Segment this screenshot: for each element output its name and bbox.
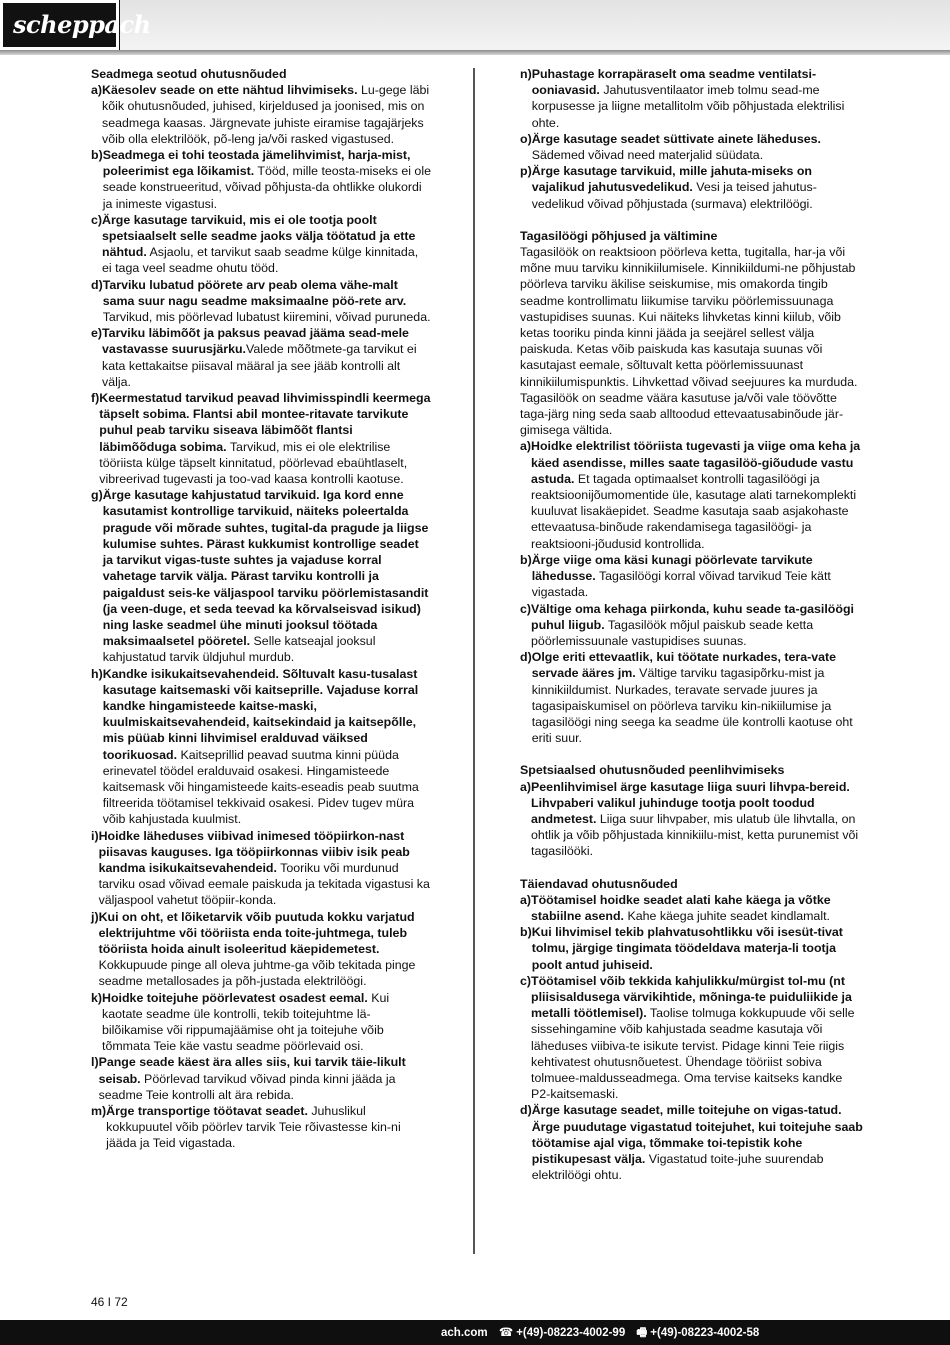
item-text xyxy=(531,601,865,650)
item-label: c) xyxy=(520,973,532,988)
item-label: a) xyxy=(520,892,532,907)
list-item xyxy=(520,66,865,131)
list-item xyxy=(91,147,431,212)
item-text xyxy=(102,212,431,277)
list-item xyxy=(520,649,865,746)
item-label: b) xyxy=(520,552,532,567)
kickback-item-list xyxy=(520,438,865,746)
item-plain-text: Jahutusventilaator imeb tolmu sead-me korpusesse ja liigne metallitolm võib põhjustada elektrilisi ohte. xyxy=(531,83,845,130)
item-text xyxy=(532,552,865,601)
item-bold-text: Tarviku lubatud pöörete arv peab olema vähe-malt sama suur nagu seadme maksimaalne pöö-rete arv. xyxy=(102,277,407,308)
item-plain-text: Vältige tarviku tagasipõrku-mist ja kinnikiildumist. Nurkades, teravate servade juures ja tagasipaiskumisel on pöörleva tarviku kin-nikiilumise ja tagasilöögi ning seega ka seadme üle kontrolli kaotuse oht eriti suur. xyxy=(531,666,853,746)
item-bold-text: Käesolev seade on ette nähtud lihvimiseks. xyxy=(102,83,358,98)
item-label: h) xyxy=(91,666,103,681)
item-text xyxy=(103,487,431,665)
item-plain-text: Et tagada optimaalset kontrolli tagasilöögi ja reaktsioonijõumomentide üle, kasutage alati tarnekomplekti kuuluvat lisakäepidet. Seadme kasutaja saab asjakohaste ettevaatusa-binõude rakendamisega tagasilöögi- ja reaktsiooni-jõudusid kontrollida. xyxy=(531,471,857,551)
item-plain-text: Kui kaotate seadme üle kontrolli, tekib toitejuhtme lä-bilõikamise või rippumajäämise oht ja toitejuhe võib tõmmata Teie käe vastu seadme pöörlevaid osi. xyxy=(102,990,390,1054)
item-plain-text: Vesi ja teised jahutus-vedelikud võivad põhjustada (surmava) elektrilöögi. xyxy=(531,180,817,211)
list-item xyxy=(91,82,431,147)
item-label: b) xyxy=(520,925,532,940)
header-rule xyxy=(0,50,950,55)
left-item-list xyxy=(91,82,431,1151)
item-label: b) xyxy=(91,148,103,163)
item-text xyxy=(532,649,865,746)
item-label: p) xyxy=(520,164,532,179)
fine-sanding-heading: Spetsiaalsed ohutusnõuded peenlihvimiseks xyxy=(520,763,785,778)
item-label: i) xyxy=(91,828,99,843)
page-number: 46 I 72 xyxy=(91,1295,128,1309)
list-item xyxy=(91,909,431,990)
item-bold-text: Ärge kasutage tarvikuid, mille jahuta-miseks on vajalikud jahutusvedelikud. xyxy=(531,164,812,195)
item-plain-text: Kaitseprillid peavad suutma kinni püüda erinevatel töödel eralduvaid osakesi. Hingamisteede kaitsemask või hingamisteede kaits-eseadis peab suutma filtreerida töötamisel tekkivaid osakesi. Pidev tugev müra võib kahjustada kuulmist. xyxy=(102,747,419,827)
item-text xyxy=(102,82,431,147)
list-item xyxy=(520,973,865,1103)
phone-icon: ☎ xyxy=(498,1327,514,1339)
list-item xyxy=(91,990,431,1055)
item-label: l) xyxy=(91,1055,99,1070)
item-text xyxy=(531,779,865,860)
item-bold-text: Puhastage korrapäraselt oma seadme ventilatsi-ooniavasid. xyxy=(531,67,817,98)
item-plain-text: Kahe käega juhite seadet kindlamalt. xyxy=(624,908,830,923)
list-item xyxy=(91,1054,431,1103)
list-item xyxy=(91,828,431,909)
list-item xyxy=(91,487,431,665)
page-header xyxy=(0,0,950,55)
item-plain-text: Selle katseajal jooksul kahjustatud tarvik üldjuhul murdub. xyxy=(102,634,376,665)
list-item xyxy=(520,131,865,163)
item-bold-text: Ärge transportige töötavat seadet. xyxy=(106,1104,308,1118)
list-item xyxy=(520,892,865,924)
item-text xyxy=(99,1054,431,1103)
list-item xyxy=(520,924,865,973)
item-bold-text: Ärge kasutage tarvikuid, mis ei ole tootja poolt spetsiaalselt selle seadme jaoks välja töötatud ja ette nähtud. xyxy=(102,212,416,260)
right-item-list-top xyxy=(520,66,865,212)
item-bold-text: Pange seade käest ära alles siis, kui tarvik täie-likult seisab. xyxy=(98,1055,406,1086)
item-text xyxy=(103,666,431,828)
extra-safety-heading: Täiendavad ohutusnõuded xyxy=(520,876,678,891)
item-plain-text: Tagasilöögi korral võivad tarvikud Teie kätt vigastada. xyxy=(531,569,831,600)
item-bold-text: Seadmega ei tohi teostada jämelihvimist, harja-mist, poleerimist ega lõikamist. xyxy=(102,148,411,179)
list-item xyxy=(91,390,431,487)
item-label: d) xyxy=(91,277,103,292)
item-text xyxy=(103,277,431,326)
item-bold-text: Ärge kasutage seadet, mille toitejuhe on vigas-tatud. Ärge puudutage vigastatud toitejuhet, kui toitejuhe saab töötamise ajal viga, tõmmake toi-tepistik kohe pistikupesast välja. xyxy=(531,1103,863,1166)
item-bold-text: Hoidke toitejuhe pöörlevatest osadest eemal. xyxy=(102,990,368,1005)
item-text xyxy=(531,892,865,924)
item-plain-text: Liiga suur lihvpaber, mis ulatub üle lihvtalla, on ohtlik ja võib põhjustada kinnikiilu-mist, ketta purunemist või tagasilööki. xyxy=(531,811,859,859)
item-text xyxy=(102,990,431,1055)
item-plain-text: Sädemed võivad need materjalid süüdata. xyxy=(531,148,764,163)
item-bold-text: Hoidke läheduses viibivad inimesed tööpiirkon-nast piisavas kauguses. Iga tööpiirkonnas viibiv isik peab kandma isikukaitsevahendeid. xyxy=(98,828,410,875)
footer-contact xyxy=(441,1325,759,1344)
item-bold-text: Töötamisel võib tekkida kahjulikku/mürgist tol-mu (nt pliisisaldusega värvikihtide, mõninga-te puiduliikide ja metalli töötlemisel). xyxy=(531,973,852,1021)
item-plain-text: Tarvikud, mis ei ole elektrilise tööriista külge täpselt kinnitatud, pöörlevad ebaühtlaselt, vibreerivad tugevasti ja too-vad kaasa kontrolli kaotuse. xyxy=(99,439,408,487)
extra-safety-item-list xyxy=(520,892,865,1184)
item-bold-text: Keermestatud tarvikud peavad lihvimisspindli keermega täpselt sobima. Flantsi abil montee-ritavate tarvikute puhul peab tarviku siseava läbimõõt flantsi läbimõõduga sobima. xyxy=(99,391,431,454)
item-text xyxy=(532,163,865,212)
item-text xyxy=(106,1103,431,1152)
list-item xyxy=(520,552,865,601)
right-column xyxy=(520,66,865,1183)
list-item xyxy=(520,1102,865,1183)
item-plain-text: Juhuslikul kokkupuutel võib pöörlev tarvik Teie rõivastesse kin-ni jääda ja Teid vigastada. xyxy=(106,1104,401,1151)
item-label: a) xyxy=(520,779,532,794)
item-text xyxy=(532,924,865,973)
item-text xyxy=(531,438,865,551)
item-label: f) xyxy=(91,391,100,406)
footer-phone: +(49)-08223-4002-99 xyxy=(516,1327,626,1339)
section-heading: Seadmega seotud ohutusnõuded xyxy=(91,67,287,81)
list-item xyxy=(91,212,431,277)
item-label: g) xyxy=(91,488,103,503)
list-item xyxy=(91,1103,431,1152)
item-bold-text: Olge eriti ettevaatlik, kui töötate nurkades, tera-vate servade ääres jm. xyxy=(531,650,837,681)
item-bold-text: Hoidke elektrilist tööriista tugevasti ja viige oma keha ja käed asendisse, milles saate tagasilöö-giõudude vastu astuda. xyxy=(531,439,861,486)
item-label: a) xyxy=(520,439,532,454)
item-plain-text: Tooriku või murdunud tarviku osad võivad eemale paiskuda ja tekitada vigastusi ka väljaspool vahetut tööpiir-konda. xyxy=(98,860,430,908)
list-item xyxy=(520,163,865,212)
item-plain-text: Asjaolu, et tarvikut saab seadme külge kinnitada, ei taga veel seadme ohutu tööd. xyxy=(102,245,419,276)
list-item xyxy=(91,666,431,828)
item-label: d) xyxy=(520,1103,532,1118)
item-text xyxy=(532,131,865,163)
fine-sanding-item-list xyxy=(520,779,865,860)
item-plain-text: Tarvikud, mis pöörlevad lubatust kiiremini, võivad puruneda. xyxy=(102,310,431,325)
item-plain-text: Pöörlevad tarvikud võivad pinda kinni jääda ja seadme Teie kontrolli alt ära rebida. xyxy=(98,1071,396,1102)
item-label: m) xyxy=(91,1104,107,1118)
item-bold-text: Ärge viige oma käsi kunagi pöörlevate tarvikute lähedusse. xyxy=(531,552,813,584)
footer-fax: +(49)-08223-4002-58 xyxy=(650,1327,760,1339)
item-label: o) xyxy=(520,131,532,146)
item-bold-text: Kandke isikukaitsevahendeid. Sõltuvalt kasu-tusalast kasutage kaitsemaski või kaitseprille. Vajaduse korral kandke hingamisteede kaitse-maski, kuulmiskaitsevahendeid, kaitsekindaid ja kaitsepõlle, mis püüab kinni lihvimisel eralduvad väiksed toorikuosad. xyxy=(102,666,419,762)
column-divider xyxy=(473,68,475,1254)
kickback-paragraph: Tagasilöök on reaktsioon pöörleva ketta, tugitalla, har-ja või mõne muu tarviku kinnikiilumisele. Kinnikiildumi-ne põhjustab pöörleva tarviku äkilise seiskumise, mis omakorda tingib seadme kontrollimatu liikumise tarviku pöörlemissuunaga vastupidises suunas. Kui näiteks lihvketas kinni kiilub, võib ketas tooriku pinda kinni jääda ja seejärel sellest välja paiskuda. Ketas võib paiskuda kas kasutaja suunas või kasutajast eemale, sõltuvalt ketta pöörlemissuunast kinnikiilumispunktis. Lihvkettad võivad seejuures ka murduda. Tagasilöök on seadme väära kasutuse ja/või vale töövõtte taga-järg ning seda saab alltoodud ettevaatusabinõude jär-gimisega vältida. xyxy=(520,245,858,438)
left-column xyxy=(91,66,431,1152)
item-label: j) xyxy=(91,909,99,924)
kickback-heading: Tagasilöögi põhjused ja vältimine xyxy=(520,228,718,243)
item-text xyxy=(99,390,431,487)
brand-logo-text: scheppach xyxy=(13,10,151,39)
item-bold-text: Ärge kasutage seadet süttivate ainete läheduses. xyxy=(531,131,821,146)
page-footer xyxy=(0,1320,950,1345)
item-label: n) xyxy=(520,67,532,81)
item-plain-text: Vigastatud toite-juhe suurendab elektrilöögi ohtu. xyxy=(531,1152,824,1183)
fax-icon: 🖷 xyxy=(636,1327,648,1339)
item-label: e) xyxy=(91,326,103,341)
item-plain-text: Tööd, mille teosta-miseks ei ole seade konstrueeritud, võivad põhjusta-da ohtlikke olukordi ja inimeste vigastusi. xyxy=(102,164,431,211)
item-bold-text: Vältige oma kehaga piirkonda, kuhu seade ta-gasilöögi puhul liigub. xyxy=(531,601,854,632)
list-item xyxy=(91,325,431,390)
item-plain-text: Tagasilöök mõjul paiskub seade ketta pöörlemissuunale vastupidises suunas. xyxy=(531,617,814,648)
item-text xyxy=(102,325,431,390)
item-bold-text: Ärge kasutage kahjustatud tarvikuid. Iga kord enne kasutamist kontrollige tarvikuid, näiteks poleertalda pragude või mõrade suhtes, tugital-da pragude ja liigse kulumise suhtes. Pärast kukkumist kontrollige seadet ja tarvikut vigas-tuste suhtes ja vajaduse korral vahetage tarvik välja. Pärast tarviku kontrolli ja paigaldust seis-ke väljaspool tarviku pöörlemistasandit (ja veen-duge, et seda teevad ka kõrvalseisvad isikud) ning laske seadmel ühe minuti jooksul töötada maksimaalsetel pööretel. xyxy=(102,488,429,649)
item-label: c) xyxy=(520,601,532,616)
item-bold-text: Peenlihvimisel ärge kasutage liiga suuri lihvpa-bereid. Lihvpaberi valikul juhinduge tootja poolt toodud andmetest. xyxy=(531,779,850,826)
item-text xyxy=(532,66,865,131)
item-bold-text: Töötamisel hoidke seadet alati kahe käega ja võtke stabiilne asend. xyxy=(531,892,831,923)
item-plain-text: Lu-gege läbi kõik ohutusnõuded, juhised, kirjeldused ja joonised, mis on seadmega kaasas. Järgnevate juhiste eiramise tagajärjeks võib olla elektrilöök, põ-leng ja/või rasked vigastused. xyxy=(102,83,430,146)
item-text xyxy=(103,147,431,212)
item-label: a) xyxy=(91,83,103,98)
list-item xyxy=(520,779,865,860)
item-bold-text: Tarviku läbimõõt ja paksus peavad jääma sead-mele vastavasse suurusjärku. xyxy=(102,326,409,357)
list-item xyxy=(520,438,865,551)
item-plain-text: Kokkupuude pinge all oleva juhtme-ga võib tekitada pinge seadme metallosades ja põh-justada elektrilöögi. xyxy=(98,958,416,989)
item-text xyxy=(99,909,431,990)
list-item xyxy=(91,277,431,326)
item-plain-text: Valede mõõtmete-ga tarvikut ei kata kettakaitse piisaval määral ja see jääb kontrolli alt välja. xyxy=(102,342,417,389)
item-label: k) xyxy=(91,990,103,1005)
item-label: c) xyxy=(91,212,103,227)
item-bold-text: Kui lihvimisel tekib plahvatusohtlikku või isesüt-tivat tolmu, järgige tingimata töödeldava materja-li tootja poolt antud juhiseid. xyxy=(531,925,843,972)
item-text xyxy=(99,828,431,909)
footer-web: ach.com xyxy=(441,1327,488,1339)
list-item xyxy=(520,601,865,650)
item-text xyxy=(531,973,865,1103)
item-bold-text: Kui on oht, et lõiketarvik võib puutuda kokku varjatud elektrijuhtme või tööriista enda toite-juhtmega, tuleb tööriista hoida ainult isoleeritud käepidemetest. xyxy=(98,909,415,956)
item-label: d) xyxy=(520,650,532,665)
brand-logo xyxy=(0,0,151,50)
item-text xyxy=(532,1102,865,1183)
item-plain-text: Taolise tolmuga kokkupuude või selle sissehingamine võib kahjustada seadme kasutaja või läheduses viibiva-te isikute tervist. Pidage kinni Teie riigis kehtivatest ohutusnõuetest. Ühendage tööriist sobiva tolmuee-maldusseadmega. Oma tervise kaitseks kandke P2-kaitsemaski. xyxy=(531,1006,855,1102)
